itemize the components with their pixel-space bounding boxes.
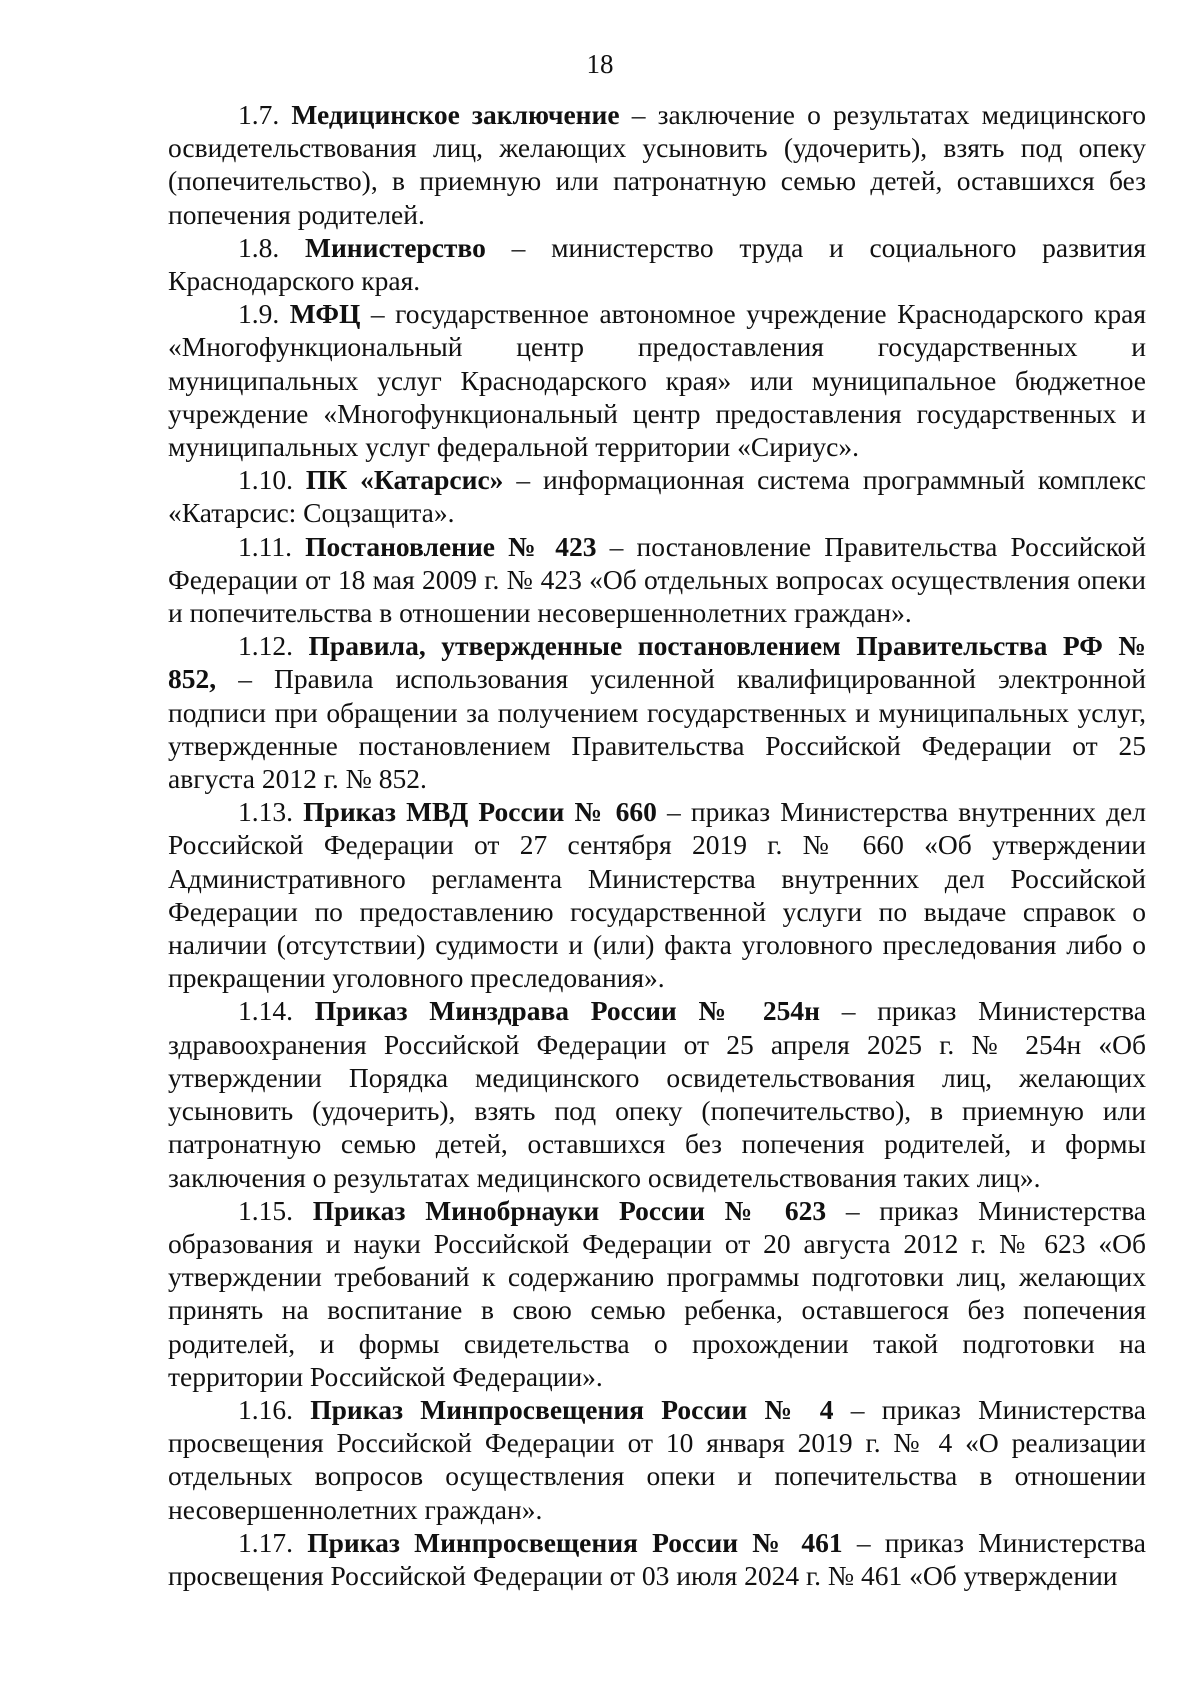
item-number: 1.12. [238,630,293,662]
definition-paragraph [168,1393,1146,1526]
defined-term: Медицинское заключение [291,99,620,130]
definition-paragraph [168,795,1146,994]
definition-paragraph [168,530,1146,630]
defined-term: Приказ Минздрава России № 254н [314,995,820,1027]
item-number: 1.14. [238,995,293,1027]
defined-term: Приказ Минобрнауки России № 623 [312,1194,827,1226]
defined-term: Приказ Минпросвещения России № 461 [307,1526,843,1558]
item-number: 1.7. [238,99,280,130]
definition-text: – приказ Министерства просвещения Российской Федерации от 10 января 2019 г. № 4 «О реализации отдельных вопросов осуществления опеки и попечительства в отношении несовершеннолетних граждан». [168,1393,1147,1525]
page-number: 18 [586,49,614,79]
defined-term: ПК «Катарсис» [305,464,504,496]
definition-paragraph [168,1526,1146,1592]
definition-text: – приказ Министерства просвещения Российской Федерации от 03 июля 2024 г. № 461 «Об утверждении [168,1526,1146,1591]
definition-text: – постановление Правительства Российской Федерации от 18 мая 2009 г. № 423 «Об отдельных вопросах осуществления опеки и попечительства в отношении несовершеннолетних граждан». [168,530,1146,629]
definition-text: – министерство труда и социального развития Краснодарского края. [168,231,1147,297]
definition-paragraph [168,994,1146,1193]
definition-text: – государственное автономное учреждение Краснодарского края «Многофункциональный центр предоставления государственных и муниципальных услуг Краснодарского края» или муниципальное бюджетное учреждение «Многофункциональный центр предоставления государственных и муниципальных услуг федеральной территории «Сириус». [168,298,1147,463]
definition-paragraph [168,463,1146,529]
defined-term: Правила, утвержденные постановлением Правительства РФ № 852, [168,630,1147,695]
definition-paragraph [168,1194,1146,1393]
item-number: 1.8. [238,231,280,263]
definition-text: – приказ Министерства здравоохранения Российской Федерации от 25 апреля 2025 г. № 254н «Об утверждении Порядка медицинского освидетельствования лиц, желающих усыновить (удочерить), взять под опеку (попечительство), в приемную или патронатную семью детей, оставшихся без попечения родителей, и формы заключения о результатах медицинского освидетельствования таких лиц». [168,995,1146,1193]
defined-term: Постановление № 423 [305,530,597,562]
defined-term: Приказ МВД России № 660 [303,796,657,828]
item-number: 1.17. [238,1526,293,1558]
item-number: 1.15. [238,1194,293,1226]
item-number: 1.11. [238,530,292,562]
definition-paragraph [168,297,1146,463]
definition-paragraph [168,98,1146,231]
item-number: 1.9. [238,298,280,330]
item-number: 1.16. [238,1393,293,1425]
definition-text: – приказ Министерства внутренних дел Российской Федерации от 27 сентября 2019 г. № 660 «Об утверждении Административного регламента Министерства внутренних дел Российской Федерации по предоставлению государственной услуги по выдаче справок о наличии (отсутствии) судимости и (или) факта уголовного преследования либо о прекращении уголовного преследования». [168,796,1146,994]
item-number: 1.10. [238,464,293,496]
definition-paragraph [168,231,1146,297]
definition-text: – Правила использования усиленной квалифицированной электронной подписи при обращении за получением государственных и муниципальных услуг, утвержденные постановлением Правительства Российской Федерации от 25 августа 2012 г. № 852. [168,663,1146,795]
definition-paragraph [168,629,1146,795]
defined-term: Министерство [305,231,486,263]
definition-text: – заключение о результатах медицинского освидетельствования лиц, желающих усыновить (удочерить), взять под опеку (попечительство), в приемную или патронатную семью детей, оставшихся без попечения родителей. [168,99,1147,230]
document-body [168,98,1146,1592]
item-number: 1.13. [238,796,293,828]
defined-term: МФЦ [289,298,361,330]
definition-text: – приказ Министерства образования и науки Российской Федерации от 20 августа 2012 г. № 623 «Об утверждении требований к содержанию программы подготовки лиц, желающих принять на воспитание в свою семью ребенка, оставшегося без попечения родителей, и формы свидетельства о прохождении такой подготовки на территории Российской Федерации». [168,1194,1147,1392]
defined-term: Приказ Минпросвещения России № 4 [310,1393,834,1425]
definition-text: – информационная система программный комплекс «Катарсис: Соцзащита». [168,464,1147,529]
